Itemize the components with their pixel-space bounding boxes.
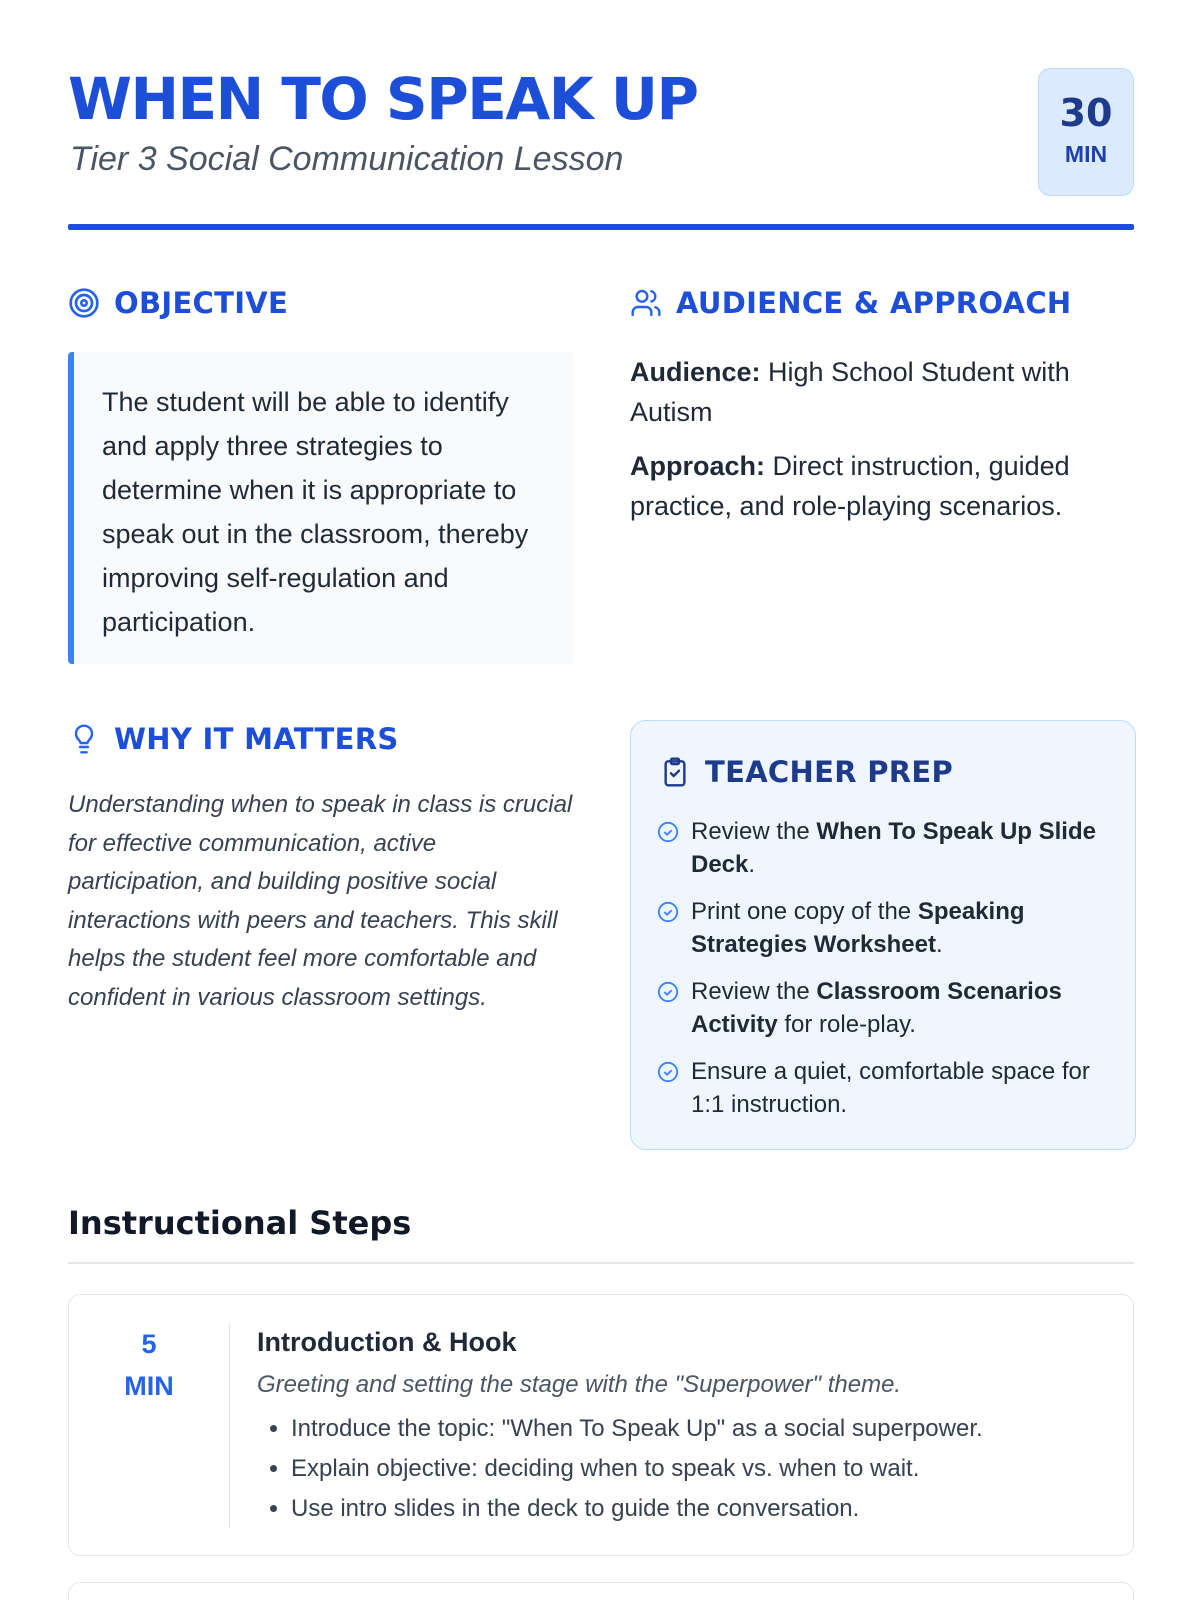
- duration-unit: MIN: [1064, 141, 1108, 167]
- list-item: [657, 815, 1117, 881]
- audience-approach-label: AUDIENCE & APPROACH: [676, 286, 1072, 320]
- teacher-prep-label: TEACHER PREP: [705, 755, 954, 789]
- prep-item-text: Print one copy of the Speaking Strategies Worksheet.: [691, 898, 1025, 958]
- duration-badge: [1038, 68, 1134, 196]
- why-it-matters-label: WHY IT MATTERS: [114, 722, 399, 756]
- audience-approach-block: [630, 352, 1130, 540]
- users-icon: [630, 287, 662, 319]
- audience-approach-heading: [630, 286, 1071, 320]
- approach-line: [630, 446, 1130, 526]
- approach-label: Approach:: [630, 451, 765, 481]
- target-icon: [68, 287, 100, 319]
- next-step-card: [68, 1582, 1134, 1600]
- check-circle-icon: [657, 821, 679, 843]
- audience-value: High School Student with Autism: [630, 357, 1070, 427]
- step-description: Greeting and setting the stage with the "Superpower" theme.: [257, 1371, 902, 1398]
- step-divider: [229, 1323, 230, 1529]
- objective-heading: [68, 286, 288, 320]
- prep-item-text: Review the Classroom Scenarios Activity for role-play.: [691, 978, 1062, 1038]
- check-circle-icon: [657, 981, 679, 1003]
- teacher-prep-list: [657, 815, 1117, 1135]
- page-subtitle: Tier 3 Social Communication Lesson: [70, 140, 624, 178]
- why-it-matters-heading: [68, 722, 399, 756]
- teacher-prep-card: [630, 720, 1136, 1150]
- list-item: • Introduce the topic: "When To Speak Up" as a social superpower.: [291, 1409, 1117, 1449]
- lightbulb-icon: [68, 723, 100, 755]
- prep-item-text: Ensure a quiet, comfortable space for 1:1 instruction.: [691, 1058, 1090, 1118]
- duration-value: 30: [1059, 91, 1113, 135]
- step-duration: [69, 1325, 229, 1405]
- why-it-matters-text: Understanding when to speak in class is crucial for effective communication, active participation, and building positive social interactions with peers and teachers. This skill helps the student feel more comfortable and confident in various classroom settings.: [68, 791, 573, 1011]
- teacher-prep-heading: [659, 755, 953, 789]
- list-item: [657, 1055, 1117, 1121]
- audience-label: Audience:: [630, 357, 761, 387]
- instructional-steps-heading: Instructional Steps: [68, 1204, 412, 1242]
- approach-value: Direct instruction, guided practice, and role-playing scenarios.: [630, 451, 1070, 521]
- step-bullets: [257, 1409, 1117, 1529]
- lesson-header: [68, 62, 1134, 230]
- objective-text: The student will be able to identify and apply three strategies to determine when it is appropriate to speak out in the classroom, thereby improving self-regulation and participation.: [102, 387, 529, 637]
- steps-divider: [68, 1262, 1134, 1264]
- objective-label: OBJECTIVE: [114, 286, 289, 320]
- page-title: WHEN TO SPEAK UP: [68, 65, 698, 133]
- list-item: [657, 975, 1117, 1041]
- step-card: [68, 1294, 1134, 1556]
- check-circle-icon: [657, 901, 679, 923]
- check-circle-icon: [657, 1061, 679, 1083]
- clipboard-check-icon: [659, 756, 691, 788]
- list-item: • Use intro slides in the deck to guide the conversation.: [291, 1489, 1117, 1529]
- objective-box: [68, 352, 574, 664]
- list-item: • Explain objective: deciding when to speak vs. when to wait.: [291, 1449, 1117, 1489]
- step-minutes: 5: [141, 1329, 157, 1359]
- list-item: [657, 895, 1117, 961]
- audience-line: [630, 352, 1130, 432]
- step-body: [257, 1323, 1117, 1529]
- step-title: Introduction & Hook: [257, 1327, 517, 1357]
- step-unit: MIN: [124, 1371, 174, 1401]
- header-divider: [68, 224, 1134, 230]
- prep-item-text: Review the When To Speak Up Slide Deck.: [691, 818, 1096, 878]
